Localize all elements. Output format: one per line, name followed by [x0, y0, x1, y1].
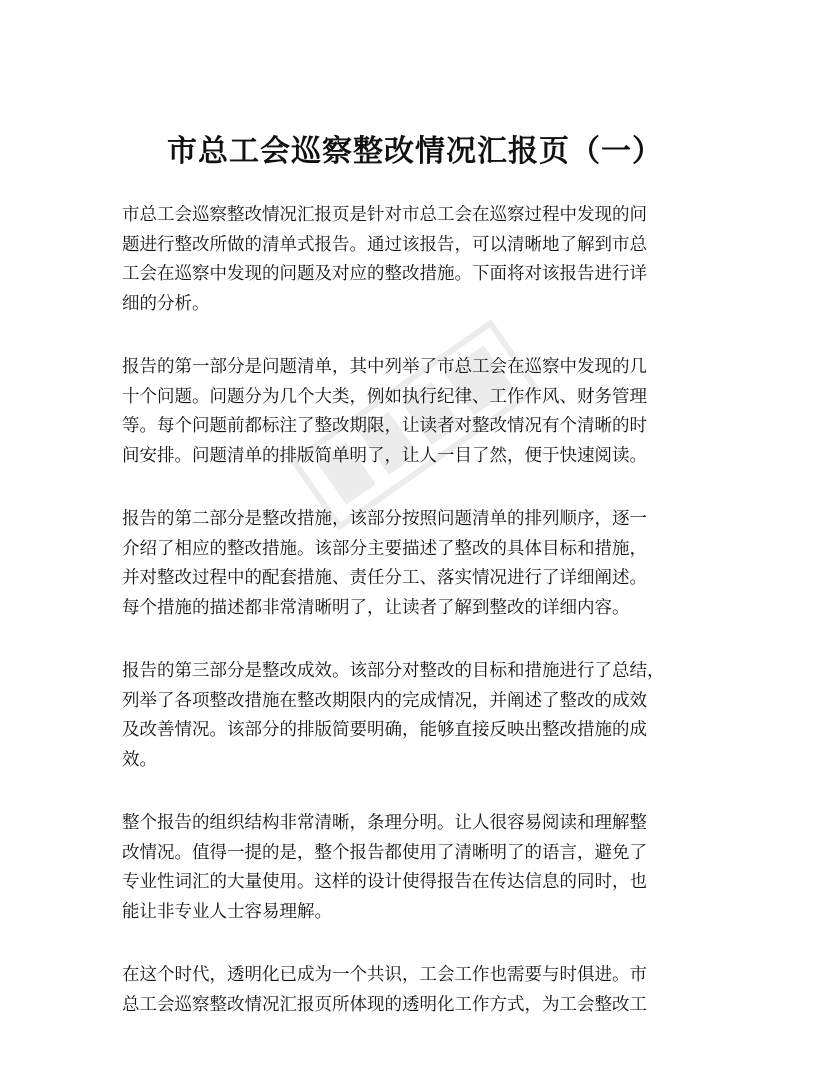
text-line: 列举了各项整改措施在整改期限内的完成情况，并阐述了整改的成效 — [122, 690, 647, 711]
text-line: 整个报告的组织结构非常清晰，条理分明。让人很容易阅读和理解整 — [122, 813, 647, 833]
paragraph-1 — [122, 201, 722, 319]
text-line: 报告的第二部分是整改措施，该部分按照问题清单的排列顺序，逐一 — [122, 509, 647, 529]
text-line: 工会在巡察中发现的问题及对应的整改措施。下面将对该报告进行详 — [122, 264, 647, 284]
text-line: 报告的第一部分是问题清单，其中列举了市总工会在巡察中发现的几 — [122, 357, 647, 377]
text-line: 十个问题。问题分为几个大类，例如执行纪律、工作作风、财务管理 — [122, 386, 647, 407]
document-title: 市总工会巡察整改情况汇报页（一） — [167, 134, 663, 169]
document-body — [122, 201, 722, 1054]
text-line: 介绍了相应的整改措施。该部分主要描述了整改的具体目标和措施， — [122, 538, 647, 559]
text-line: 并对整改过程中的配套措施、责任分工、落实情况进行了详细阐述。 — [122, 568, 647, 588]
text-line: 市总工会巡察整改情况汇报页是针对市总工会在巡察过程中发现的问 — [122, 205, 647, 225]
text-line: 能让非专业人士容易理解。 — [122, 901, 332, 922]
text-line: 细的分析。 — [122, 293, 210, 314]
text-line: 改情况。值得一提的是，整个报告都使用了清晰明了的语言，避免了 — [122, 842, 647, 863]
text-line: 报告的第三部分是整改成效。该部分对整改的目标和措施进行了总结， — [122, 661, 665, 681]
text-line: 每个措施的描述都非常清晰明了，让读者了解到整改的详细内容。 — [122, 597, 630, 618]
text-line: 间安排。问题清单的排版简单明了，让人一目了然，便于快速阅读。 — [122, 445, 647, 466]
text-line: 及改善情况。该部分的排版简要明确，能够直接反映出整改措施的成 — [122, 720, 647, 740]
paragraph-5 — [122, 809, 722, 927]
text-line: 效。 — [122, 749, 157, 770]
paragraph-2 — [122, 353, 722, 471]
paragraph-3 — [122, 505, 722, 623]
text-line: 等。每个问题前都标注了整改期限，让读者对整改情况有个清晰的时 — [122, 416, 647, 436]
text-line: 专业性词汇的大量使用。这样的设计使得报告在传达信息的同时，也 — [122, 872, 647, 892]
text-line: 总工会巡察整改情况汇报页所体现的透明化工作方式，为工会整改工 — [122, 994, 647, 1015]
text-line: 题进行整改所做的清单式报告。通过该报告，可以清晰地了解到市总 — [122, 234, 647, 255]
paragraph-4 — [122, 657, 722, 775]
paragraph-6 — [122, 961, 722, 1020]
text-line: 在这个时代，透明化已成为一个共识，工会工作也需要与时俱进。市 — [122, 965, 647, 985]
